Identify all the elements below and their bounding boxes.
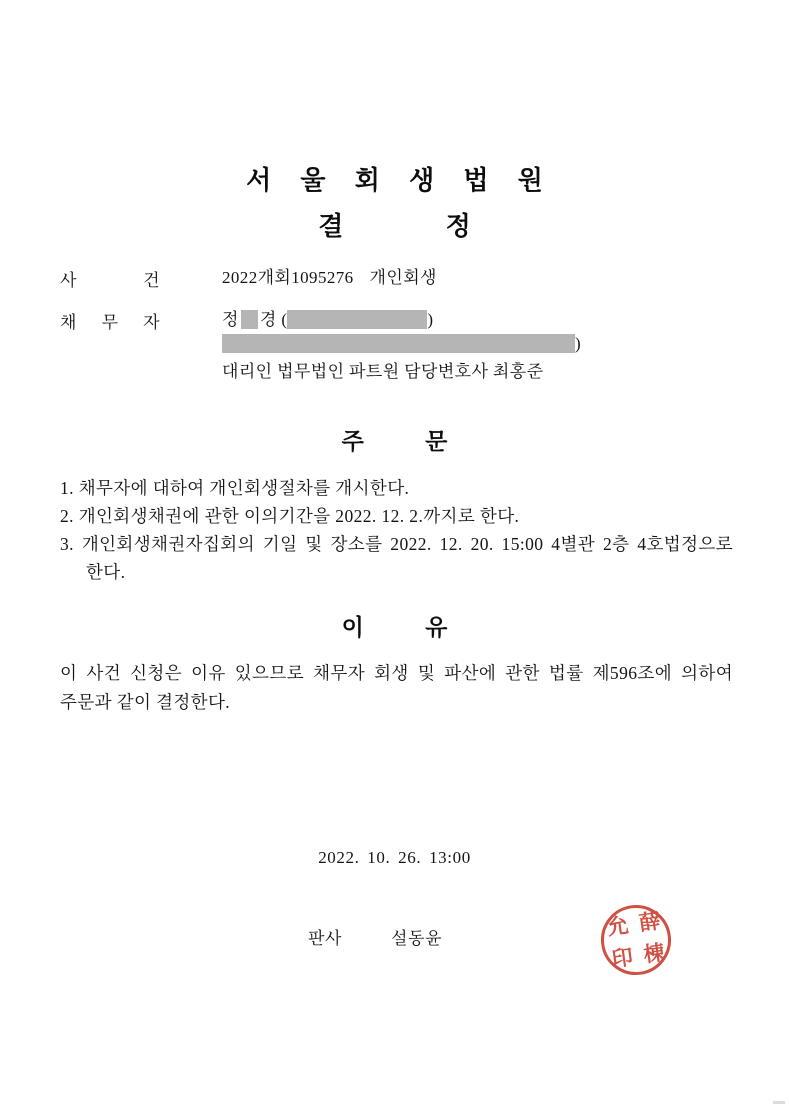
order-section-heading: 주 문 xyxy=(341,428,448,454)
paren-open: ( xyxy=(281,310,288,329)
seal-char: 允 xyxy=(605,912,630,940)
order-item-3: 3. 개인회생채권자집회의 기일 및 장소를 2022. 12. 20. 15:00 4별관 2층 4호법정으로 한다. xyxy=(60,534,733,582)
judge-seal-stamp-icon xyxy=(596,900,675,979)
reason-section-heading: 이 유 xyxy=(341,614,448,640)
seal-char: 棟 xyxy=(641,939,667,967)
decision-title: 결 정 xyxy=(318,211,471,241)
order-items xyxy=(60,474,733,586)
scan-artifact xyxy=(773,1101,785,1104)
case-label xyxy=(60,266,160,291)
debtor-name-line xyxy=(222,308,581,332)
case-number: 2022개회1095276 xyxy=(222,268,354,287)
paren-close: ) xyxy=(427,310,434,329)
order-item-2: 2. 개인회생채권에 관한 이의기간을 2022. 12. 2.까지로 한다. xyxy=(60,506,520,526)
case-value xyxy=(222,266,437,290)
debtor-label-char: 채 xyxy=(60,313,77,332)
decision-datetime: 2022. 10. 26. 13:00 xyxy=(318,848,471,867)
debtor-name-last: 경 xyxy=(259,310,277,329)
debtor-info-row xyxy=(60,308,581,384)
seal-char: 印 xyxy=(610,944,635,971)
judge-name: 설동윤 xyxy=(391,929,443,948)
case-label-char: 건 xyxy=(143,271,160,290)
debtor-label-char: 무 xyxy=(101,313,119,332)
debtor-address-line xyxy=(222,332,581,356)
judge-label: 판사 xyxy=(308,929,343,948)
debtor-label-char: 자 xyxy=(143,313,160,332)
attorney-line: 대리인 법무법인 파트원 담당변호사 최홍준 xyxy=(222,362,544,381)
redaction-box-address xyxy=(222,334,575,353)
paren-close-2: ) xyxy=(575,334,582,353)
debtor-label xyxy=(60,308,160,333)
redaction-box-name xyxy=(241,310,258,329)
case-label-char: 사 xyxy=(60,271,77,290)
case-info-row xyxy=(60,266,437,291)
debtor-name-first: 정 xyxy=(222,310,239,329)
redaction-box-id xyxy=(287,310,427,329)
seal-char: 薛 xyxy=(637,908,662,935)
judge-signature-row xyxy=(308,924,442,949)
reason-text: 이 사건 신청은 이유 있으므로 채무자 회생 및 파산에 관한 법률 제596조에 의하여 주문과 같이 결정한다. xyxy=(60,663,733,712)
case-type: 개인회생 xyxy=(369,268,437,287)
court-name-title: 서 울 회 생 법 원 xyxy=(246,165,543,195)
order-item-1: 1. 채무자에 대하여 개인회생절차를 개시한다. xyxy=(60,478,410,498)
debtor-value xyxy=(222,308,581,384)
